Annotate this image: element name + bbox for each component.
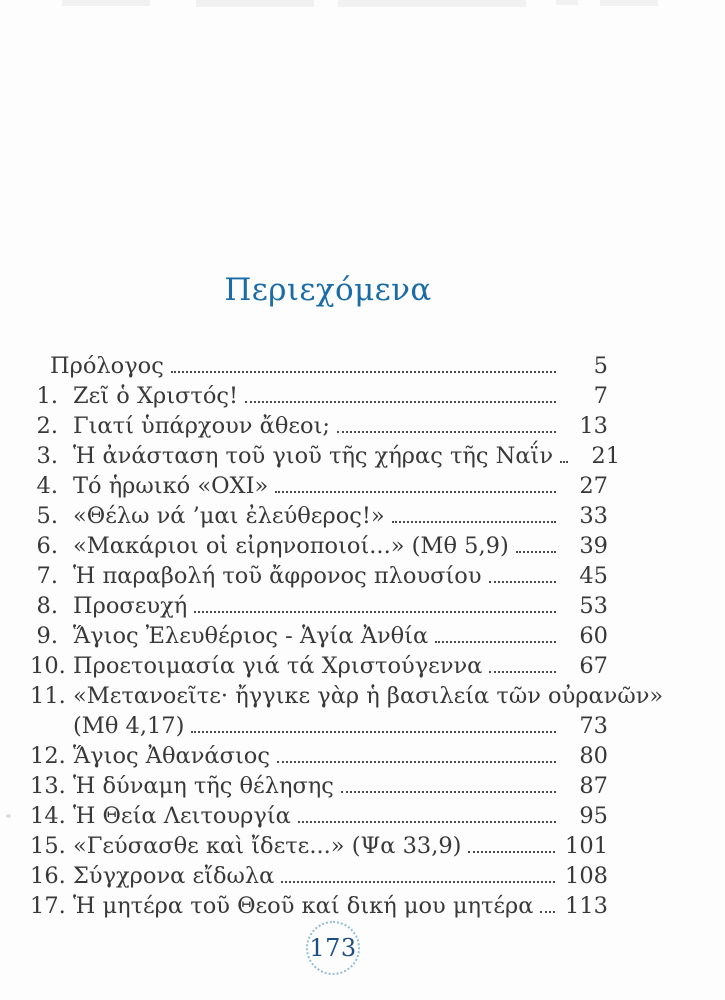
page-title: Περιεχόμενα — [224, 272, 432, 308]
entry-page: 39 — [579, 533, 608, 559]
dot-leader — [194, 611, 556, 613]
toc-row — [30, 683, 664, 713]
entry-number: 6. — [36, 533, 58, 559]
dot-leader — [298, 821, 556, 823]
folio-badge — [306, 921, 360, 975]
toc-row — [30, 383, 608, 413]
entry-page: 13 — [579, 413, 608, 439]
entry-title: Προετοιμασία γιά τά Χριστούγεννα — [73, 653, 483, 679]
dot-leader — [281, 881, 555, 883]
dot-leader — [540, 911, 555, 913]
entry-title: Ἡ ἀνάσταση τοῦ γιοῦ τῆς χήρας τῆς Ναΐν — [73, 443, 554, 469]
entry-number: 7. — [36, 563, 58, 589]
scan-artifact — [338, 0, 526, 7]
table-of-contents — [30, 271, 664, 923]
entry-title: «Μετανοεῖτε· ἤγγικε γὰρ ἡ βασιλεία τῶν οὐρανῶν» — [73, 683, 664, 709]
dot-leader — [277, 761, 556, 763]
entry-number: 13. — [30, 773, 66, 799]
entry-page: 95 — [579, 803, 608, 829]
entry-page: 67 — [579, 653, 608, 679]
dot-leader — [516, 551, 556, 553]
entry-page: 87 — [579, 773, 608, 799]
entry-title: Ἡ μητέρα τοῦ Θεοῦ καί δική μου μητέρα — [73, 893, 534, 919]
entry-title: Ζεῖ ὁ Χριστός! — [73, 383, 239, 409]
toc-row — [30, 593, 608, 623]
entry-title: «Μακάριοι οἱ εἰρηνοποιοί...» (Μθ 5,9) — [73, 533, 509, 559]
entry-number: 1. — [36, 383, 58, 409]
entry-title: Ἡ Θεία Λειτουργία — [73, 803, 291, 829]
entry-number: 10. — [30, 653, 66, 679]
entry-title: (Μθ 4,17) — [73, 713, 185, 739]
toc-row — [30, 443, 621, 473]
entry-page: 60 — [579, 623, 608, 649]
entry-page: 108 — [565, 863, 608, 889]
entry-page: 27 — [579, 473, 608, 499]
toc-row — [30, 623, 608, 653]
toc-row — [30, 803, 608, 833]
dot-leader — [489, 671, 556, 673]
toc-row — [30, 833, 608, 863]
entry-page: 73 — [579, 713, 608, 739]
dot-leader — [245, 401, 556, 403]
entry-page: 80 — [579, 743, 608, 769]
entry-number: 2. — [36, 413, 58, 439]
entry-page: 5 — [593, 353, 608, 379]
entry-page: 7 — [593, 383, 608, 409]
toc-row — [30, 533, 608, 563]
dot-leader — [191, 731, 556, 733]
toc-row — [30, 743, 608, 773]
entry-title: Πρόλογος — [50, 353, 164, 379]
toc-row — [30, 353, 608, 383]
entry-number: 8. — [36, 593, 58, 619]
scan-artifact — [196, 0, 314, 7]
entry-number: 14. — [30, 803, 66, 829]
entry-number: 5. — [36, 503, 58, 529]
toc-row — [30, 653, 608, 683]
entry-title: Ἅγιος Ἀθανάσιος — [73, 743, 270, 769]
toc-row — [30, 863, 608, 893]
scan-artifact — [556, 0, 578, 5]
toc-list — [30, 353, 664, 923]
dot-leader — [171, 371, 556, 373]
toc-row — [30, 773, 608, 803]
dot-leader — [468, 851, 555, 853]
dot-leader — [337, 431, 556, 433]
scan-artifact — [600, 0, 658, 6]
toc-row — [30, 413, 608, 443]
toc-row — [30, 713, 608, 743]
entry-page: 53 — [579, 593, 608, 619]
entry-page: 101 — [565, 833, 608, 859]
entry-number: 11. — [30, 683, 66, 709]
toc-row — [30, 473, 608, 503]
entry-page: 113 — [565, 893, 608, 919]
toc-row — [30, 893, 608, 923]
dot-leader — [560, 461, 568, 463]
entry-page: 33 — [579, 503, 608, 529]
entry-number: 16. — [30, 863, 66, 889]
toc-row — [30, 503, 608, 533]
entry-page: 21 — [591, 443, 621, 469]
entry-number: 3. — [36, 443, 58, 469]
entry-number: 4. — [36, 473, 58, 499]
entry-title: Ἡ δύναμη τῆς θέλησης — [73, 773, 334, 799]
entry-title: Ἡ παραβολή τοῦ ἄφρονος πλουσίου — [73, 563, 482, 589]
entry-number: 15. — [30, 833, 66, 859]
toc-row — [30, 563, 608, 593]
entry-title: «Γεύσασθε καὶ ἴδετε...» (Ψα 33,9) — [73, 833, 462, 859]
entry-number: 12. — [30, 743, 66, 769]
entry-title: Προσευχή — [73, 593, 188, 619]
scan-artifact — [62, 0, 150, 6]
dot-leader — [341, 791, 556, 793]
entry-page: 45 — [579, 563, 608, 589]
entry-title: Τό ἡρωικό «ΟΧΙ» — [73, 473, 269, 499]
entry-number: 9. — [36, 623, 58, 649]
dot-leader — [275, 491, 556, 493]
entry-title: Γιατί ὑπάρχουν ἄθεοι; — [73, 413, 330, 439]
dot-leader — [435, 641, 556, 643]
entry-title: Ἅγιος Ἐλευθέριος - Ἁγία Ἀνθία — [73, 623, 429, 649]
folio-number: 173 — [309, 934, 357, 962]
scan-artifact — [6, 814, 11, 818]
entry-number: 17. — [30, 893, 66, 919]
dot-leader — [392, 521, 556, 523]
entry-title: «Θέλω νά ’μαι ἐλεύθερος!» — [73, 503, 385, 529]
dot-leader — [489, 581, 556, 583]
entry-title: Σύγχρονα εἴδωλα — [73, 863, 275, 889]
